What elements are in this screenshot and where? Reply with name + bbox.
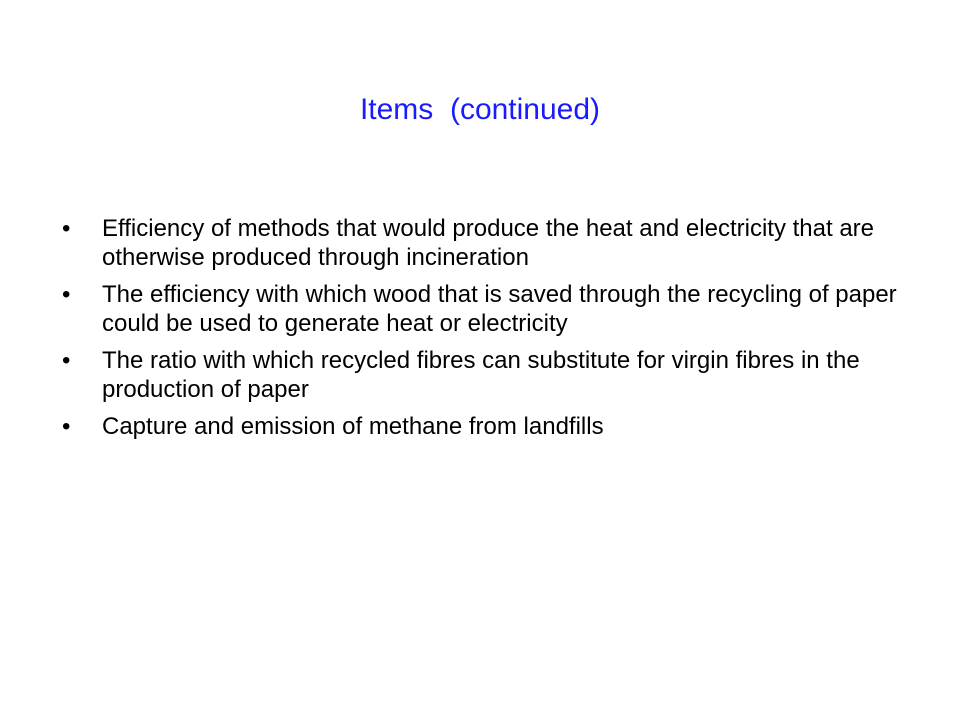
slide-title: Items (continued)	[359, 93, 601, 126]
bullet-text: Capture and emission of methane from landfills	[102, 413, 604, 440]
bullet-text: Efficiency of methods that would produce the heat and electricity that are otherwise produced through incineration	[102, 215, 875, 271]
list-item	[60, 280, 920, 338]
bullet-icon: •	[62, 413, 71, 440]
list-item	[60, 412, 920, 441]
bullet-list	[60, 214, 920, 449]
bullet-text: The efficiency with which wood that is saved through the recycling of paper could be used to generate heat or electricity	[102, 281, 897, 337]
bullet-icon: •	[62, 215, 71, 242]
list-item	[60, 214, 920, 272]
list-item	[60, 346, 920, 404]
bullet-icon: •	[62, 347, 71, 374]
bullet-icon: •	[62, 281, 71, 308]
bullet-text: The ratio with which recycled fibres can substitute for virgin fibres in the production of paper	[102, 347, 860, 403]
